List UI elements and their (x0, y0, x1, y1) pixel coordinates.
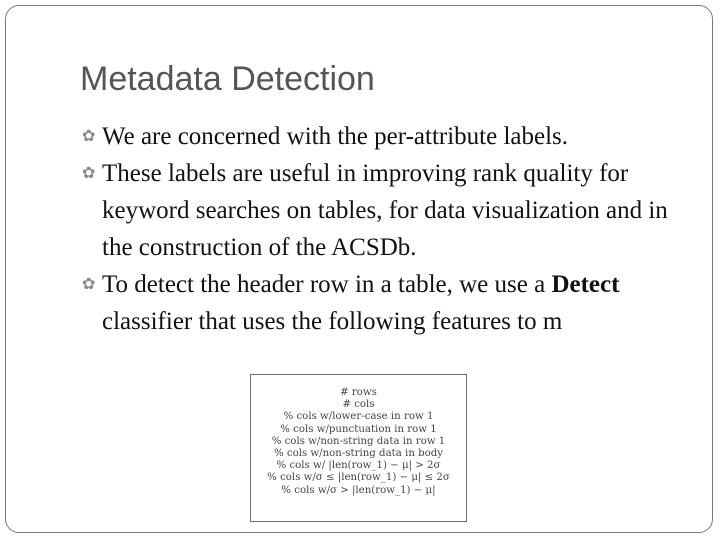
slide-title: Metadata Detection (80, 60, 375, 98)
feature-line: % cols w/ |len(row_1) − μ| > 2σ (276, 460, 441, 472)
feature-line: # cols (342, 399, 375, 411)
bullet-icon: ✿ (82, 165, 96, 182)
feature-line: % cols w/σ > |len(row_1) − μ| (281, 484, 436, 496)
bullet-icon: ✿ (82, 128, 96, 145)
bullet-text: These labels are useful in improving rank quality for keyword searches on tables, for data visualization and in the construction of the ACSDb. (102, 160, 668, 261)
feature-line: % cols w/lower-case in row 1 (283, 411, 434, 423)
feature-line: # rows (340, 387, 377, 398)
feature-line: % cols w/punctuation in row 1 (280, 423, 437, 435)
bullet-icon: ✿ (82, 276, 96, 293)
bullet-list (82, 118, 692, 340)
feature-line: % cols w/non-string data in row 1 (271, 435, 446, 447)
bullet-text: We are concerned with the per-attribute labels. (102, 123, 569, 150)
bullet-item (82, 155, 692, 266)
bullet-text (102, 271, 619, 335)
feature-line: % cols w/σ ≤ |len(row_1) − μ| ≤ 2σ (267, 472, 450, 484)
bullet-item (82, 266, 692, 340)
feature-line: % cols w/non-string data in body (273, 448, 444, 460)
features-image (250, 374, 467, 522)
bullet-item (82, 118, 692, 155)
bullet-text-before: To detect the header row in a table, we use a (102, 271, 552, 298)
bullet-text-after: classifier that uses the following features to m (102, 308, 563, 335)
detect-keyword: Detect (551, 271, 620, 298)
